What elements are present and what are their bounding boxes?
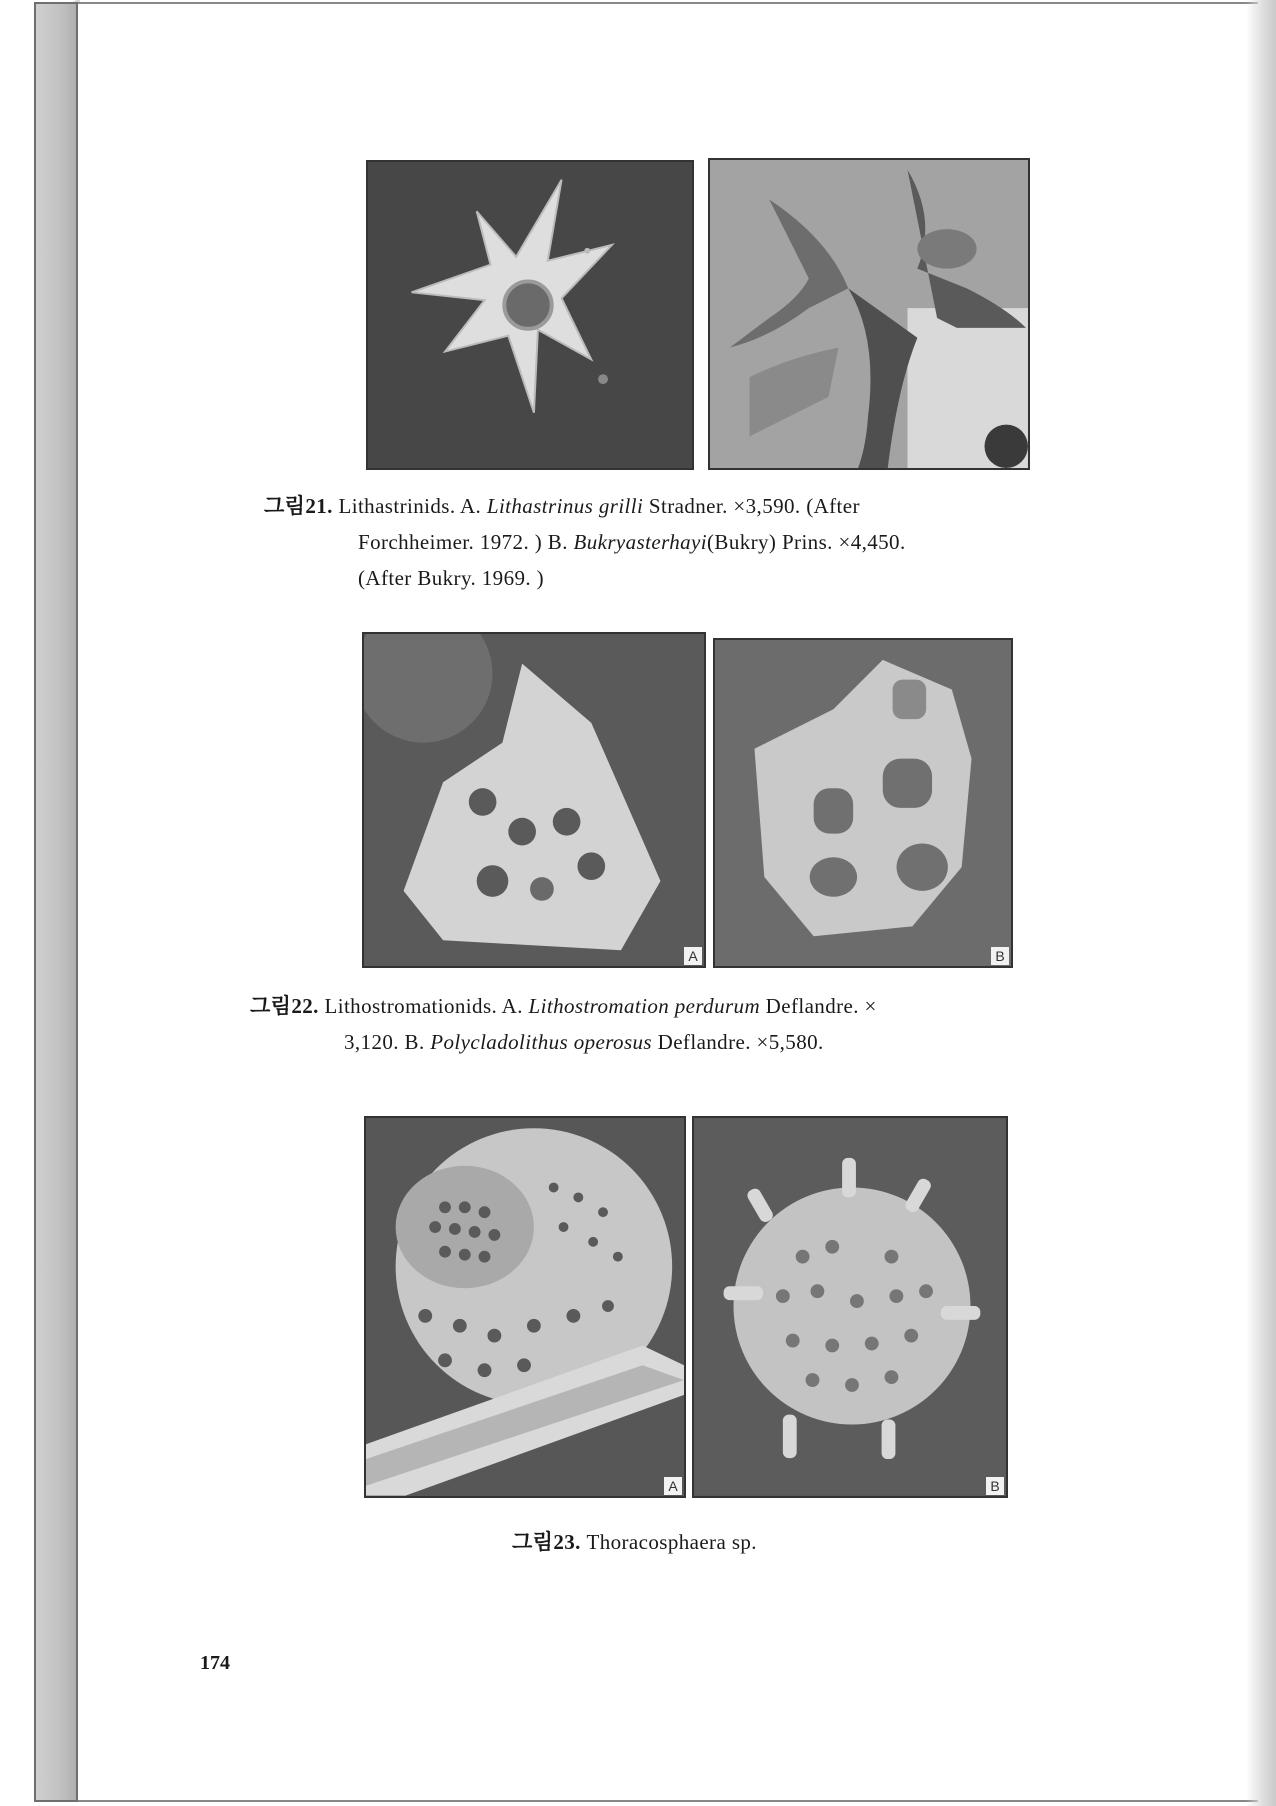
- caption-text: Stradner. ×3,590. (After: [643, 494, 860, 518]
- figure-22-photo-b: [713, 638, 1013, 968]
- page-edge-shadow: [1246, 0, 1276, 1806]
- caption-text: 3,120. B.: [344, 1030, 431, 1054]
- species-name: Lithastrinus grilli: [486, 494, 644, 518]
- caption-text: (Bukry) Prins. ×4,450.: [707, 530, 906, 554]
- figure-22-caption: [250, 988, 1110, 1060]
- species-name: Bukryasterhayi: [573, 530, 708, 554]
- sphere-nannofossil-image: [366, 1118, 684, 1496]
- species-name: Lithostromation perdurum: [528, 994, 761, 1018]
- figure-23-photo-a: [364, 1116, 686, 1498]
- figure-23-caption: [512, 1524, 912, 1560]
- caption-text: Deflandre. ×5,580.: [652, 1030, 824, 1054]
- crushed-star-nannofossil-image: [710, 160, 1028, 468]
- caption-text: Thoracosphaera sp.: [586, 1530, 757, 1554]
- caption-text: Lithastrinids. A.: [338, 494, 487, 518]
- panel-label-b: B: [991, 947, 1009, 965]
- book-spine: [34, 2, 78, 1802]
- caption-text: Lithostromationids. A.: [324, 994, 529, 1018]
- figure-22-label: 그림22.: [250, 994, 319, 1018]
- caption-text: (After Bukry. 1969. ): [358, 566, 545, 590]
- figure-23-photo-b: [692, 1116, 1008, 1498]
- spiny-sphere-nannofossil-image: [694, 1118, 1006, 1496]
- perforated-nannofossil-image: [364, 634, 704, 966]
- cage-nannofossil-image: [715, 640, 1011, 966]
- panel-label-b: B: [986, 1477, 1004, 1495]
- figure-21-photo-b: [708, 158, 1030, 470]
- panel-label-a: A: [684, 947, 702, 965]
- figure-21-label: 그림21.: [264, 494, 333, 518]
- panel-label-a: A: [664, 1477, 682, 1495]
- figure-21-caption: [264, 488, 1104, 596]
- figure-21-photo-a: [366, 160, 694, 470]
- figure-22-photo-a: [362, 632, 706, 968]
- species-name: Polycladolithus operosus: [430, 1030, 652, 1054]
- figure-23-label: 그림23.: [512, 1530, 581, 1554]
- page-number: 174: [200, 1652, 230, 1674]
- caption-text: Forchheimer. 1972. ) B.: [358, 530, 574, 554]
- caption-text: Deflandre. ×: [760, 994, 877, 1018]
- star-nannofossil-image: [368, 162, 692, 468]
